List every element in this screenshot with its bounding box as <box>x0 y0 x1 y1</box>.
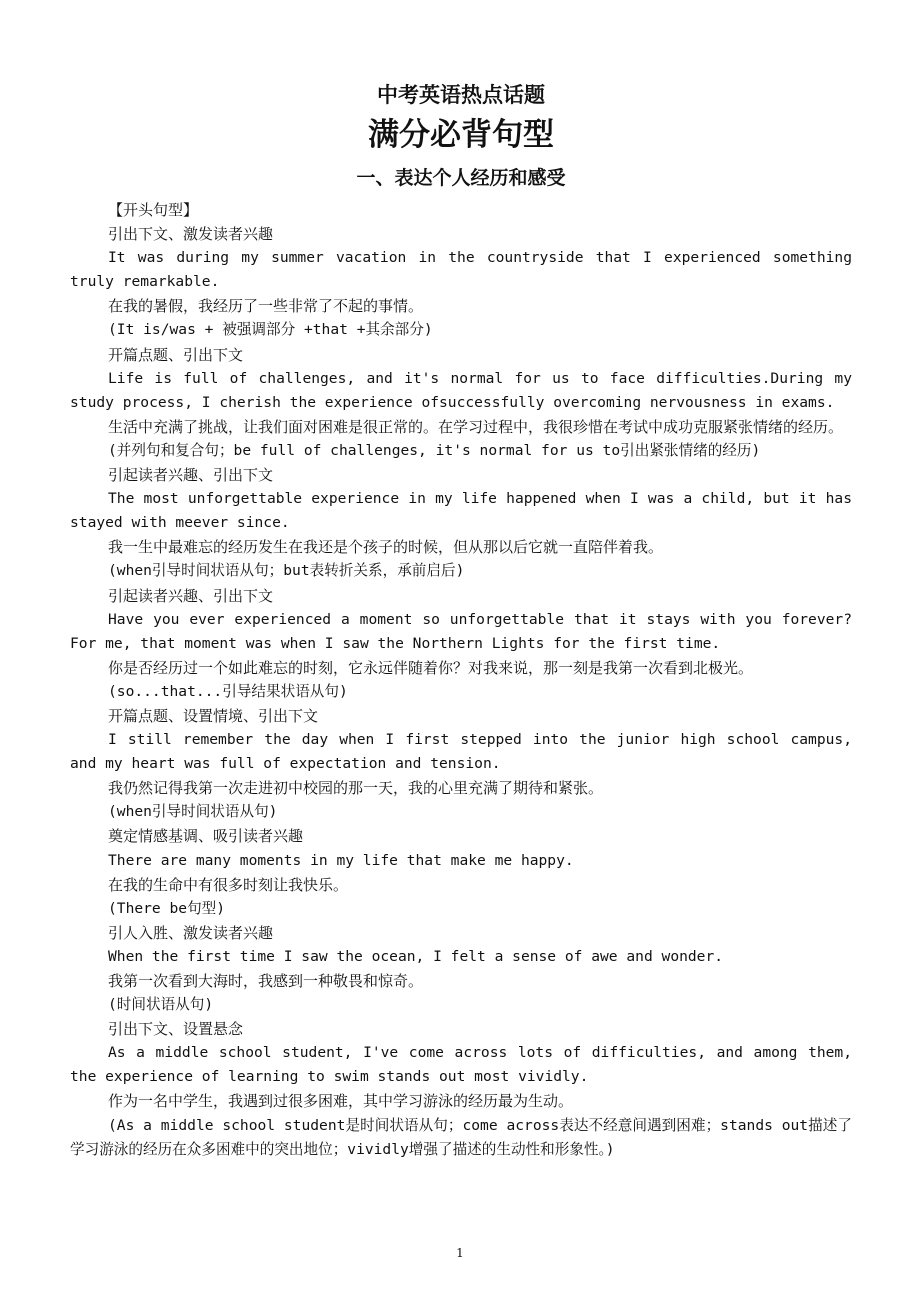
chinese-text: 我第一次看到大海时，我感到一种敬畏和惊奇。 <box>108 972 424 990</box>
chinese-text: 你是否经历过一个如此难忘的时刻，它永远伴随着你？对我来说，那一刻是我第一次看到北极光。 <box>108 658 754 677</box>
english-sentence: As a middle school student, I've come across lots of difficulties, and among them, the experience of learning to swim stands out most vividly. <box>70 1044 852 1086</box>
document-subtitle: 满分必背句型 <box>368 117 554 153</box>
grammar-note: (when引导时间状语从句；but表转折关系，承前启后) <box>108 562 465 580</box>
grammar-note: (so...that...引导结果状语从句) <box>108 682 348 700</box>
grammar-note: (There be句型) <box>108 899 226 917</box>
english-sentence: I still remember the day when I first stepped into the junior high school campus, and my heart was full of expectation and tension. <box>70 731 852 773</box>
chinese-text: 生活中充满了挑战，让我们面对困难是很正常的。在学习过程中，我很珍惜在考试中成功克服紧张情绪的经历。 <box>108 417 844 436</box>
grammar-note: (并列句和复合句；be full of challenges, it's normal for us to引出紧张情绪的经历) <box>108 441 761 459</box>
chinese-text: 在我的暑假，我经历了一些非常了不起的事情。 <box>108 297 424 316</box>
chinese-text: 引出下文、设置悬念 <box>108 1020 244 1039</box>
document-title: 中考英语热点话题 <box>377 83 545 107</box>
chinese-text: 引人入胜、激发读者兴趣 <box>108 923 274 942</box>
chinese-text: 引起读者兴趣、引出下文 <box>108 466 274 485</box>
english-sentence: When the first time I saw the ocean, I felt a sense of awe and wonder. <box>108 947 724 965</box>
english-sentence: There are many moments in my life that make me happy. <box>108 851 574 869</box>
grammar-note: (As a middle school student是时间状语从句；come across表达不经意间遇到困难；stands out描述了学习游泳的经历在众多困难中的突出地位；vividly增强了描述的生动性和形象性。) <box>70 1116 852 1158</box>
english-sentence: It was during my summer vacation in the countryside that I experienced something truly remarkable. <box>70 249 852 291</box>
grammar-note: (when引导时间状语从句) <box>108 803 278 821</box>
document-page <box>70 80 852 1162</box>
chinese-text: 引出下文、激发读者兴趣 <box>108 225 274 244</box>
chinese-text: 我一生中最难忘的经历发生在我还是个孩子的时候，但从那以后它就一直陪伴着我。 <box>108 538 664 557</box>
document-body <box>70 198 852 1162</box>
page-number: 1 <box>456 1246 464 1260</box>
english-sentence: Life is full of challenges, and it's normal for us to face difficulties.During my study process, I cherish the experience ofsuccessfully overcoming nervousness in exams. <box>70 369 852 411</box>
grammar-note: (时间状语从句) <box>108 996 214 1014</box>
chinese-text: 我仍然记得我第一次走进初中校园的那一天，我的心里充满了期待和紧张。 <box>108 779 604 798</box>
english-sentence: The most unforgettable experience in my life happened when I was a child, but it has stayed with meever since. <box>70 490 852 532</box>
chinese-text: 作为一名中学生，我遇到过很多困难，其中学习游泳的经历最为生动。 <box>108 1092 574 1111</box>
document-header <box>70 80 852 196</box>
grammar-note: (It is/was + 被强调部分 +that +其余部分) <box>108 321 433 339</box>
chinese-text: 开篇点题、引出下文 <box>108 345 244 364</box>
english-sentence: Have you ever experienced a moment so unforgettable that it stays with you forever? For me, that moment was when I saw the Northern Lights for the first time. <box>70 610 852 652</box>
chinese-text: 在我的生命中有很多时刻让我快乐。 <box>108 875 349 894</box>
chinese-text: 引起读者兴趣、引出下文 <box>108 586 274 605</box>
section-heading: 一、表达个人经历和感受 <box>356 167 566 189</box>
sentence-pattern-label: 【开头句型】 <box>108 201 199 219</box>
chinese-text: 奠定情感基调、吸引读者兴趣 <box>108 827 304 846</box>
chinese-text: 开篇点题、设置情境、引出下文 <box>108 706 319 725</box>
